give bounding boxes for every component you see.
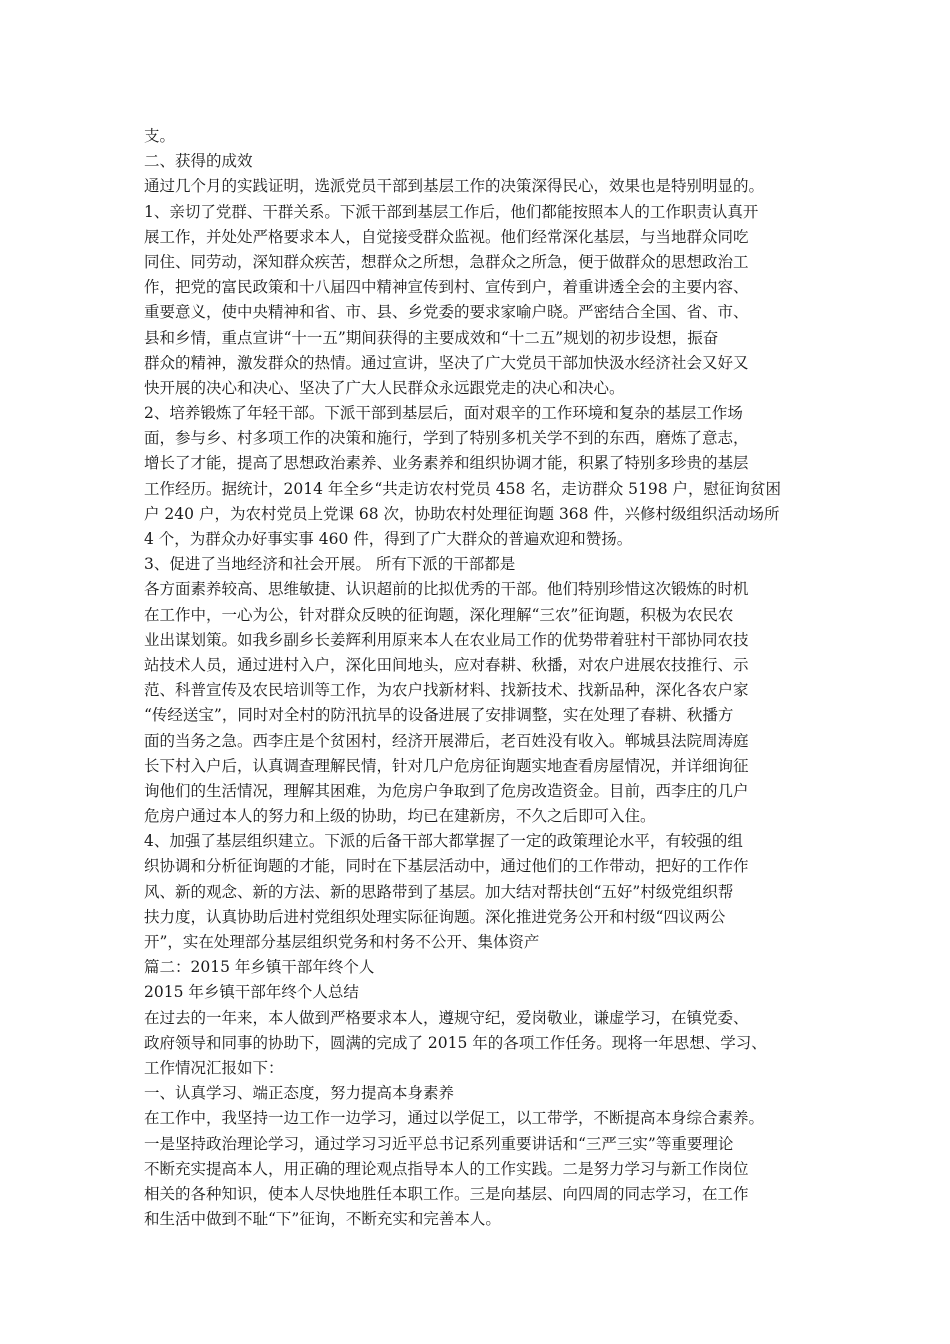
text-line: 站技术人员，通过进村入户，深化田间地头，应对春耕、秋播，对农户进展农技推行、示: [144, 655, 749, 674]
text-line: 在工作中，我坚持一边工作一边学习，通过以学促工，以工带学，不断提高本身综合素养。: [144, 1109, 765, 1128]
text-line: 重要意义，使中央精神和省、市、县、乡党委的要求家喻户晓。严密结合全国、省、市、: [144, 303, 749, 322]
text-line: 在工作中，一心为公，针对群众反映的征询题，深化理解“三农”征询题，积极为农民农: [144, 605, 734, 624]
text-line: 各方面素养较高、思维敏捷、认识超前的比拟优秀的干部。他们特别珍惜这次锻炼的时机: [144, 580, 749, 599]
text-line: 4、加强了基层组织建立。下派的后备干部大都掌握了一定的政策理论水平，有较强的组: [144, 832, 743, 851]
text-line: 1、亲切了党群、干群关系。下派干部到基层工作后，他们都能按照本人的工作职责认真开: [144, 202, 759, 221]
text-line: 长下村入户后，认真调查理解民情，针对几户危房征询题实地查看房屋情况，并详细询征: [144, 756, 749, 775]
text-line: 范、科普宣传及农民培训等工作，为农户找新材料、找新技术、找新品种，深化各农户家: [144, 681, 749, 700]
text-line: 工作情况汇报如下：: [144, 1058, 284, 1077]
text-line: 相关的各种知识，使本人尽快地胜任本职工作。三是向基层、向四周的同志学习，在工作: [144, 1184, 749, 1203]
article-heading: 篇二：2015 年乡镇干部年终个人: [144, 958, 375, 977]
section-heading: 一、认真学习、端正态度，努力提高本身素养: [144, 1084, 455, 1103]
text-line: 政府领导和同事的协助下，圆满的完成了 2015 年的各项工作任务。现将一年思想、学习、: [144, 1033, 767, 1052]
text-line: 快开展的决心和决心、坚决了广大人民群众永远跟党走的决心和决心。: [144, 378, 625, 397]
text-line: 扶力度，认真协助后进村党组织处理实际征询题。深化推进党务公开和村级“四议两公: [144, 907, 726, 926]
text-line: 4 个，为群众办好事实事 460 件，得到了广大群众的普遍欢迎和赞扬。: [144, 530, 633, 548]
text-line: 2、培养锻炼了年轻干部。下派干部到基层后，面对艰辛的工作环境和复杂的基层工作场: [144, 404, 743, 423]
text-line: 面的当务之急。西李庄是个贫困村，经济开展滞后，老百姓没有收入。郸城县法院周涛庭: [144, 731, 749, 750]
text-line: 询他们的生活情况，理解其困难，为危房户争取到了危房改造资金。目前，西李庄的几户: [144, 781, 749, 800]
text-line: 和生活中做到不耻“下”征询，不断充实和完善本人。: [144, 1210, 501, 1229]
text-line: 危房户通过本人的努力和上级的协助，均已在建新房，不久之后即可入住。: [144, 807, 656, 826]
text-line: 展工作，并处处严格要求本人，自觉接受群众监视。他们经常深化基层，与当地群众同吃: [144, 227, 749, 246]
text-line: 户 240 户，为农村党员上党课 68 次，协助农村处理征询题 368 件，兴修村级组织活动场所: [144, 504, 780, 523]
text-line: 增长了才能，提高了思想政治素养、业务素养和组织协调才能，积累了特别多珍贵的基层: [144, 454, 749, 473]
text-line: 县和乡情，重点宣讲“十一五”期间获得的主要成效和“十二五”规划的初步设想，振奋: [144, 328, 719, 347]
text-line: 同住、同劳动，深知群众疾苦，想群众之所想，急群众之所急，便于做群众的思想政治工: [144, 252, 749, 271]
text-line: 群众的精神，激发群众的热情。通过宣讲，坚决了广大党员干部加快汲水经济社会又好又: [144, 353, 749, 372]
text-line: 织协调和分析征询题的才能，同时在下基层活动中，通过他们的工作带动，把好的工作作: [144, 857, 749, 876]
article-title: 2015 年乡镇干部年终个人总结: [144, 983, 359, 1002]
text-line: 在过去的一年来，本人做到严格要求本人，遵规守纪，爱岗敬业，谦虚学习，在镇党委、: [144, 1008, 749, 1027]
text-line: 一是坚持政治理论学习，通过学习习近平总书记系列重要讲话和“三严三实”等重要理论: [144, 1134, 734, 1153]
text-line: 开”，实在处理部分基层组织党务和村务不公开、集体资产: [144, 933, 540, 951]
text-line: 3、促进了当地经济和社会开展。 所有下派的干部都是: [144, 555, 516, 574]
document-body: [144, 124, 824, 1232]
text-line: 风、新的观念、新的方法、新的思路带到了基层。加大结对帮扶创“五好”村级党组织帮: [144, 882, 734, 901]
text-line: 不断充实提高本人，用正确的理论观点指导本人的工作实践。二是努力学习与新工作岗位: [144, 1159, 749, 1178]
text-line: 面，参与乡、村多项工作的决策和施行，学到了特别多机关学不到的东西，磨炼了意志，: [144, 429, 749, 448]
text-line: 作，把党的富民政策和十八届四中精神宣传到村、宣传到户，着重讲透全会的主要内容、: [144, 278, 749, 297]
text-line: 支。: [144, 127, 176, 145]
text-line: 通过几个月的实践证明，选派党员干部到基层工作的决策深得民心，效果也是特别明显的。: [144, 177, 765, 196]
text-line: “传经送宝”，同时对全村的防汛抗旱的设备进展了安排调整，实在处理了春耕、秋播方: [144, 706, 734, 725]
section-heading: 二、获得的成效: [144, 152, 253, 171]
text-line: 业出谋划策。如我乡副乡长姜辉利用原来本人在农业局工作的优势带着驻村干部协同农技: [144, 630, 749, 649]
text-line: 工作经历。据统计，2014 年全乡“共走访农村党员 458 名，走访群众 5198 户，慰征询贫困: [144, 479, 782, 498]
